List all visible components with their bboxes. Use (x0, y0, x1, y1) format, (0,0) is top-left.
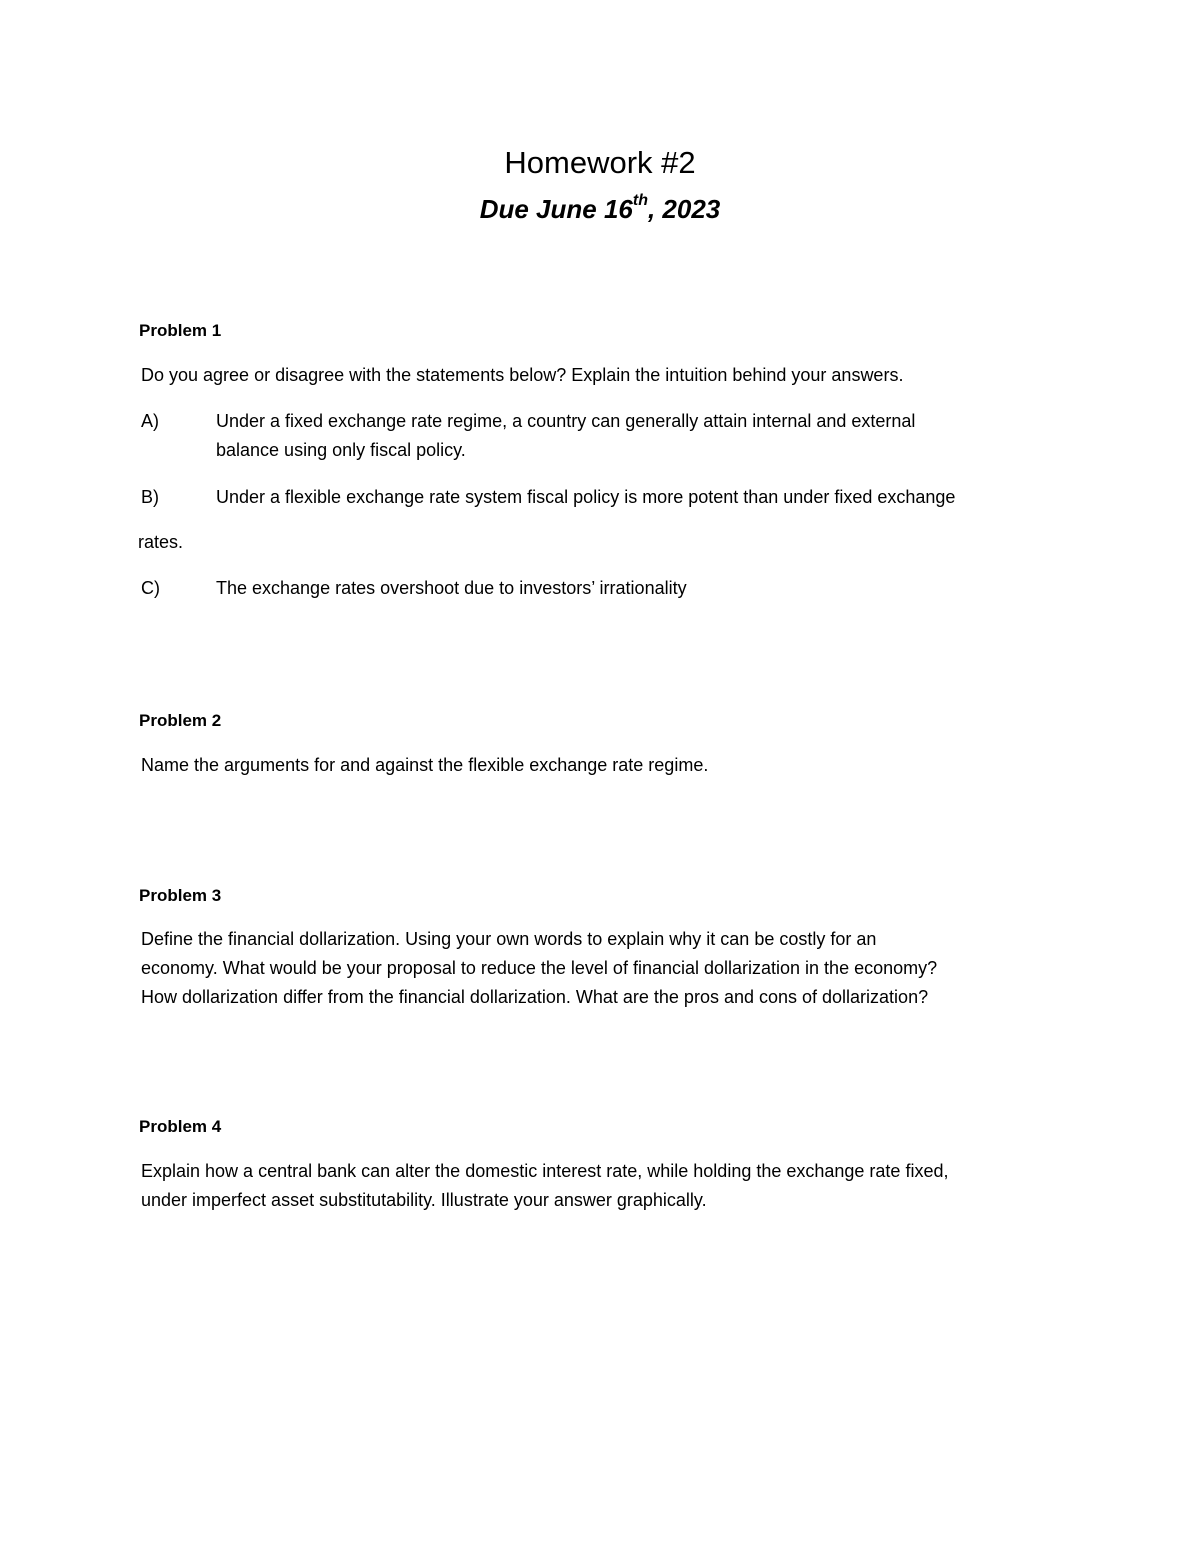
problem-4-line-2: under imperfect asset substitutability. Illustrate your answer graphically. (141, 1190, 707, 1210)
problem-2-heading: Problem 2 (139, 711, 222, 730)
problem-1-intro: Do you agree or disagree with the statements below? Explain the intuition behind your answers. (141, 365, 904, 385)
problem-1-item-c-line-1: The exchange rates overshoot due to investors’ irrationality (216, 578, 687, 598)
problem-1-item-a-line-2: balance using only fiscal policy. (216, 440, 466, 460)
due-date-suffix: , 2023 (647, 194, 721, 224)
problem-3-line-3: How dollarization differ from the financial dollarization. What are the pros and cons of dollarization? (141, 987, 929, 1007)
problem-3-line-1: Define the financial dollarization. Using your own words to explain why it can be costly for an (141, 929, 877, 949)
problem-1-item-a-line-1: Under a fixed exchange rate regime, a country can generally attain internal and external (216, 411, 916, 431)
page-title: Homework #2 (504, 145, 696, 180)
problem-3-line-2: economy. What would be your proposal to reduce the level of financial dollarization in the economy? (141, 958, 938, 978)
problem-2-text: Name the arguments for and against the flexible exchange rate regime. (141, 755, 709, 775)
problem-1-item-b-line-1: Under a flexible exchange rate system fiscal policy is more potent than under fixed exchange (216, 487, 956, 507)
due-date (0, 192, 1200, 226)
problem-1-heading: Problem 1 (139, 321, 222, 340)
problem-4-heading: Problem 4 (139, 1117, 222, 1136)
problem-1-item-b-label: B) (141, 487, 159, 507)
due-date-ordinal: th (632, 192, 648, 210)
problem-1-item-a-label: A) (141, 411, 159, 431)
problem-1-item-b-line-2: rates. (138, 532, 184, 552)
due-date-prefix: Due June 16 (479, 194, 633, 224)
problem-4-line-1: Explain how a central bank can alter the domestic interest rate, while holding the exchange rate fixed, (141, 1161, 949, 1181)
problem-3-heading: Problem 3 (139, 886, 222, 905)
problem-1-item-c-label: C) (141, 578, 160, 598)
